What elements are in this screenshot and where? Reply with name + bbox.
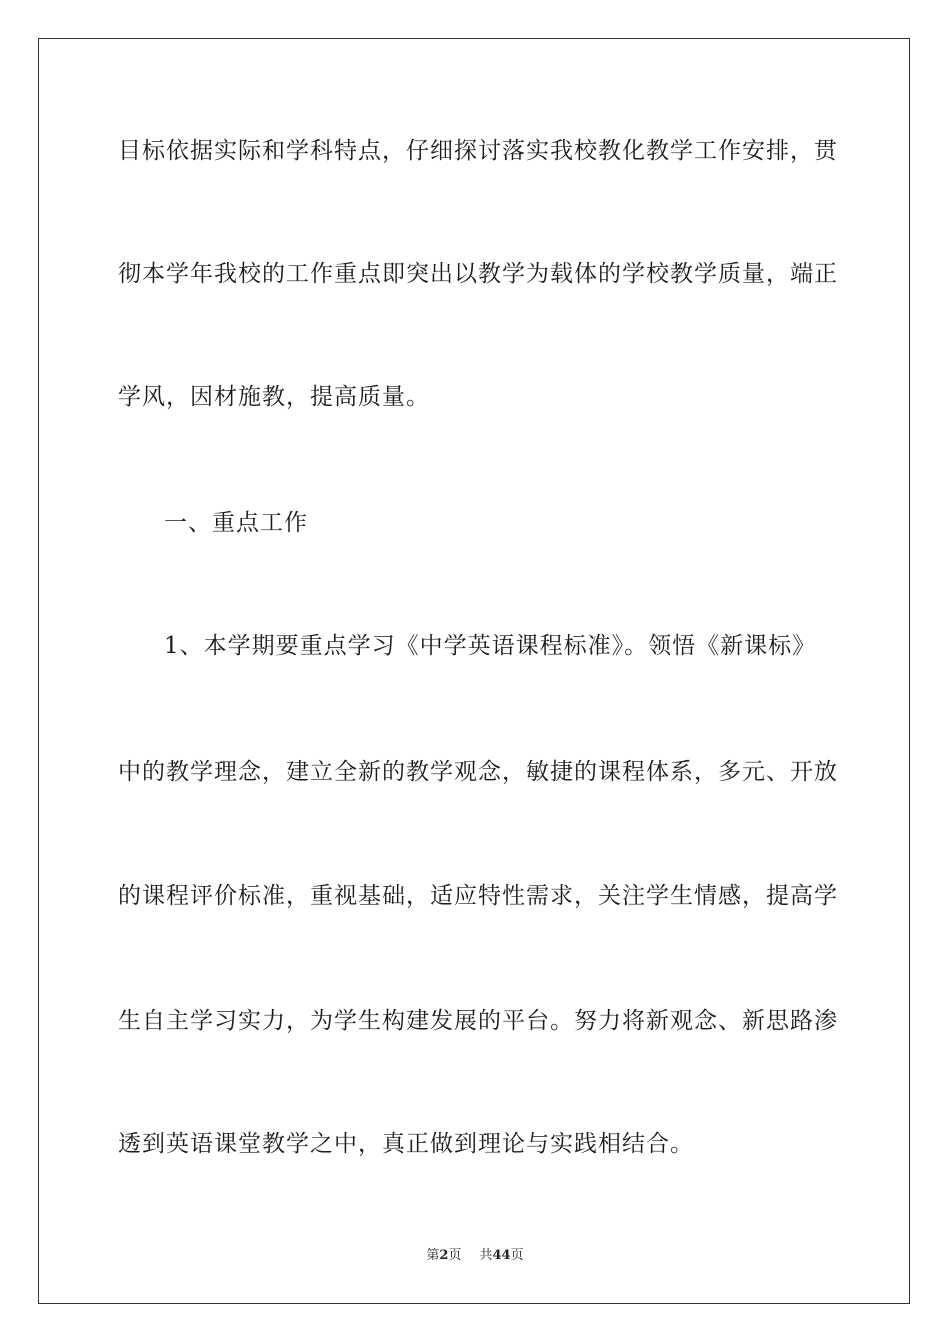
total-pages: 44: [492, 1248, 511, 1263]
paragraph-line: 1、本学期要重点学习《中学英语课程标准》。领悟《新课标》: [164, 633, 817, 659]
total-prefix: 共: [479, 1248, 493, 1263]
section-heading: 一、重点工作: [164, 510, 308, 536]
paragraph-line: 生自主学习实力，为学生构建发展的平台。努力将新观念、新思路渗: [118, 1008, 838, 1034]
paragraph-line: 彻本学年我校的工作重点即突出以教学为载体的学校教学质量，端正: [118, 261, 838, 287]
page-prefix: 第: [426, 1248, 440, 1263]
total-suffix: 页: [510, 1248, 524, 1263]
page-suffix: 页: [448, 1248, 462, 1263]
page-number: 2: [439, 1248, 449, 1263]
paragraph-line: 目标依据实际和学科特点，仔细探讨落实我校教化教学工作安排，贯: [118, 138, 838, 164]
page-footer: [0, 1247, 950, 1265]
paragraph-line: 中的教学理念，建立全新的教学观念，敏捷的课程体系，多元、开放: [118, 759, 838, 785]
paragraph-line: 学风，因材施教，提高质量。: [118, 384, 430, 410]
paragraph-line: 的课程评价标准，重视基础，适应特性需求，关注学生情感，提高学: [118, 883, 838, 909]
paragraph-line: 透到英语课堂教学之中，真正做到理论与实践相结合。: [118, 1131, 694, 1157]
page-border: [38, 38, 910, 1304]
